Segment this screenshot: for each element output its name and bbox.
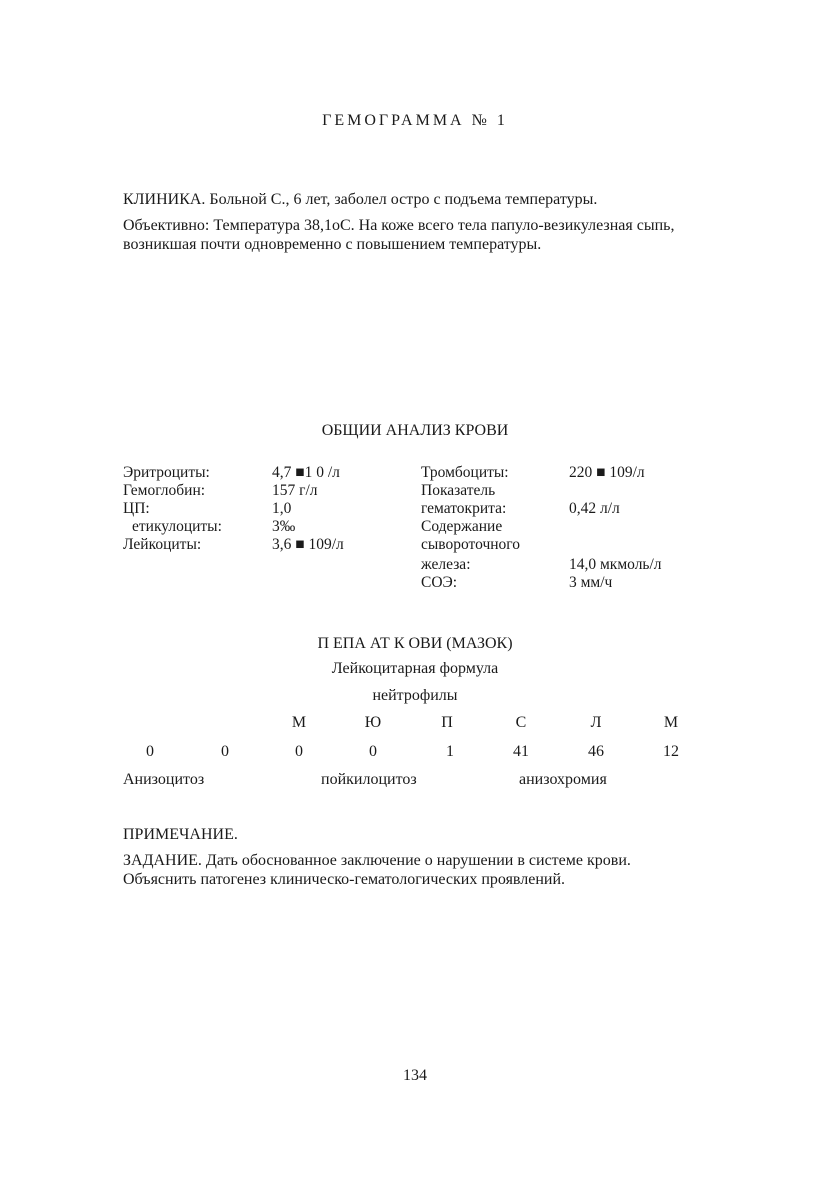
morphology-poikilocytosis: пойкилоцитоз xyxy=(321,771,417,788)
wbc-label: Лейкоциты: xyxy=(123,536,202,553)
smear-heading: П ЕПА АТ К ОВИ (МАЗОК) xyxy=(317,635,513,652)
hgb-value: 157 г/л xyxy=(272,482,318,499)
rbc-label: Эритроциты: xyxy=(123,464,210,481)
esr-value: 3 мм/ч xyxy=(569,574,613,591)
objective-line-1: Объективно: Температура 38,1оС. На коже всего тела папуло-везикулезная сыпь, xyxy=(123,217,675,234)
clinic-text: КЛИНИКА. Больной С., 6 лет, заболел остро с подъема температуры. xyxy=(123,191,598,208)
page-number: 134 xyxy=(403,1067,427,1084)
iron-value: 14,0 мкмоль/л xyxy=(569,556,662,573)
hct-label-1: Показатель xyxy=(421,482,496,499)
iron-label-3: железа: xyxy=(421,556,471,573)
plt-label: Тромбоциты: xyxy=(421,464,509,481)
header-metamyelocytes: М xyxy=(291,714,307,731)
wbc-value: 3,6 ■ 109/л xyxy=(272,536,344,553)
formula-heading: Лейкоцитарная формула xyxy=(331,660,499,677)
value-band: 1 xyxy=(446,743,454,760)
neutrophils-heading: нейтрофилы xyxy=(372,687,458,704)
cbc-heading: ОБЩИИ АНАЛИЗ КРОВИ xyxy=(321,422,509,439)
formula-values-row xyxy=(0,743,830,765)
rbc-value: 4,7 ■1 0 /л xyxy=(272,464,340,481)
value-young: 0 xyxy=(369,743,377,760)
ci-label: ЦП: xyxy=(123,500,150,517)
page-title: ГЕМОГРАММА № 1 xyxy=(322,112,508,129)
value-lymphocytes: 46 xyxy=(588,743,604,760)
morphology-anisocytosis: Анизоцитоз xyxy=(123,771,205,788)
header-young: Ю xyxy=(364,714,382,731)
iron-label-2: сывороточного xyxy=(421,536,521,553)
value-eosinophils: 0 xyxy=(221,743,229,760)
task-line-2: Объяснить патогенез клиническо-гематологических проявлений. xyxy=(123,871,566,888)
value-segmented: 41 xyxy=(513,743,529,760)
plt-value: 220 ■ 109/л xyxy=(569,464,645,481)
hct-label-2: гематокрита: xyxy=(421,500,507,517)
header-band: П xyxy=(441,714,453,731)
formula-header-row xyxy=(0,714,830,736)
value-metamyelocytes: 0 xyxy=(295,743,303,760)
iron-label-1: Содержание xyxy=(421,518,503,535)
note-label: ПРИМЕЧАНИЕ. xyxy=(123,826,238,843)
header-lymphocytes: Л xyxy=(590,714,602,731)
value-monocytes: 12 xyxy=(663,743,679,760)
hgb-label: Гемоглобин: xyxy=(123,482,206,499)
retic-label: етикулоциты: xyxy=(132,518,222,535)
morphology-anisochromia: анизохромия xyxy=(519,771,607,788)
ci-value: 1,0 xyxy=(272,500,292,517)
esr-label: СОЭ: xyxy=(421,574,458,591)
retic-value: 3‰ xyxy=(272,518,296,535)
value-basophils: 0 xyxy=(146,743,154,760)
hct-value: 0,42 л/л xyxy=(569,500,620,517)
objective-line-2: возникшая почти одновременно с повышением температуры. xyxy=(123,236,542,253)
header-segmented: С xyxy=(515,714,527,731)
task-line-1: ЗАДАНИЕ. Дать обоснованное заключение о нарушении в системе крови. xyxy=(123,852,631,869)
header-monocytes: М xyxy=(663,714,679,731)
